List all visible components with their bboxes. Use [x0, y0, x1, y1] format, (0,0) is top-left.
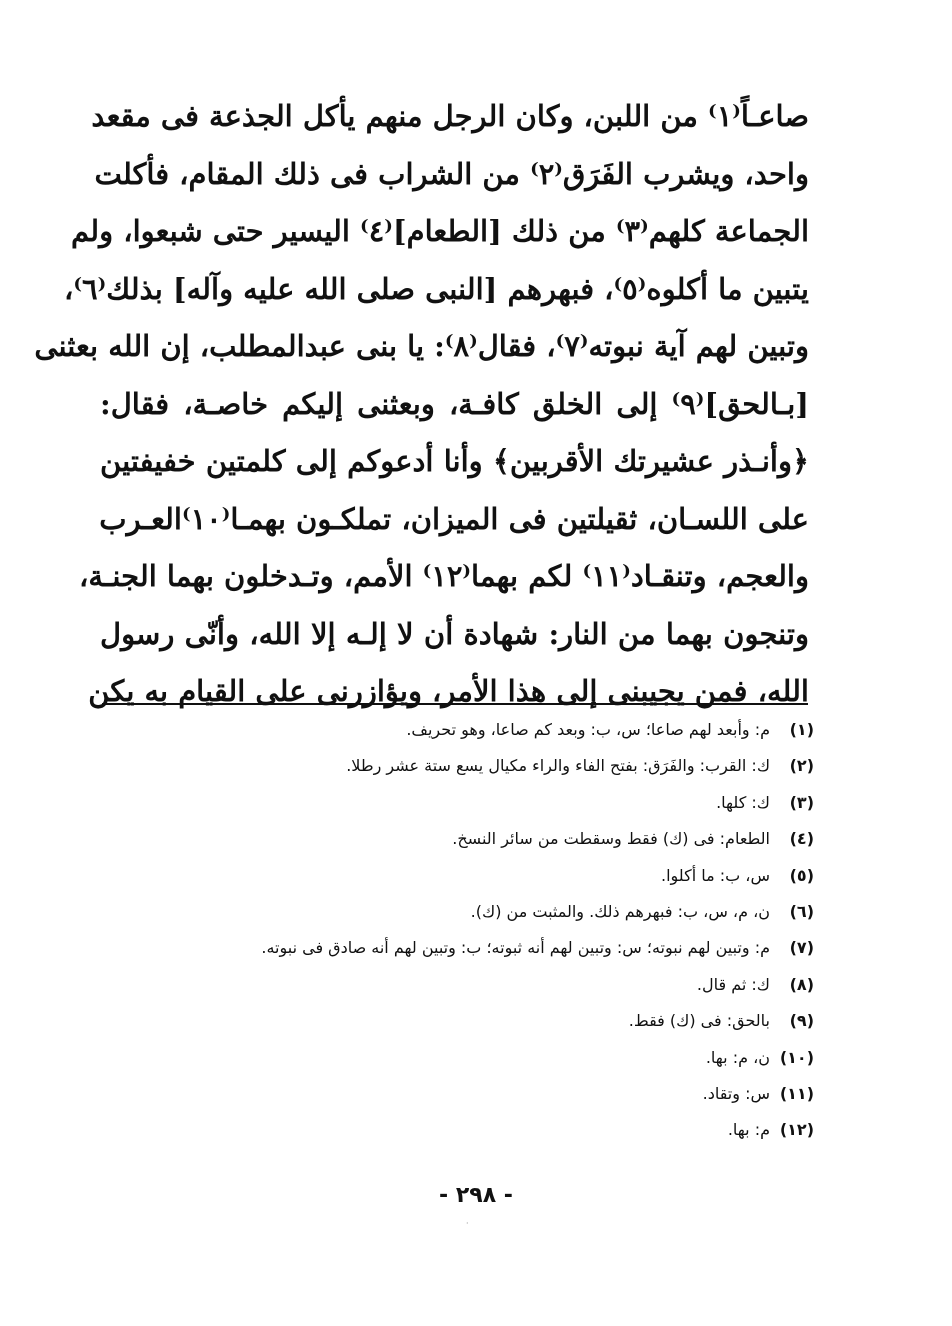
footnote-item — [120, 894, 814, 930]
footnote-number: (٢) — [789, 756, 814, 776]
body-line: ﴿وأنـذر عشيرتك الأقربين﴾ وأنا أدعوكم إلى كلمتين خفيفتين — [100, 444, 809, 478]
footnote-item — [120, 785, 814, 821]
footnote-text: بالحق: فى (ك) فقط. — [628, 1011, 770, 1031]
main-text-block — [34, 88, 809, 721]
footnote-number: (٩) — [789, 1011, 814, 1031]
footnote-number: (١١) — [779, 1083, 814, 1103]
footnote-text: ن، م، س، ب: فبهرهم ذلك. والمثبت من (ك). — [470, 901, 770, 921]
footnote-item — [120, 967, 814, 1003]
footnote-item — [120, 930, 814, 966]
body-line: والعجم، وتنقـاد⁽١١⁾ لكم بهما⁽١٢⁾ الأمم، وتـدخلون بهما الجنـة، — [79, 559, 809, 593]
footnote-item — [120, 1112, 814, 1148]
footnote-text: م: وتبين لهم نبوته؛ س: وتبين لهم أنه ثبوته؛ ب: وتبين لهم أنه صادق فى نبوته. — [261, 938, 770, 958]
body-line: واحد، ويشرب الفَرَق⁽٢⁾ من الشراب فى ذلك المقام، فأكلت — [94, 156, 809, 191]
footnote-text: س: وتقاد. — [702, 1083, 770, 1103]
footnote-text: ن، م: بها. — [705, 1047, 770, 1067]
footnote-number: (٦) — [789, 901, 814, 921]
footnote-item — [120, 821, 814, 857]
footnote-number: (٣) — [789, 792, 814, 812]
footnote-text: م: وأبعد لهم صاعا؛ س، ب: وبعد كم صاعا، وهو تحريف. — [406, 720, 770, 739]
body-line: وتنجون بهما من النار: شهادة أن لا إلـه إلا الله، وأنّى رسول — [100, 616, 809, 651]
footnote-number: (١٢) — [779, 1120, 814, 1140]
body-line: على اللسـان، ثقيلتين فى الميزان، تملكـون بهمـا⁽١٠⁾العـرب — [99, 501, 809, 536]
footnote-number: (١) — [789, 720, 814, 739]
footnote-item — [120, 858, 814, 894]
body-line: الجماعة كلهم⁽٣⁾ من ذلك [الطعام]⁽٤⁾ اليسير حتى شبعوا، ولم — [70, 214, 809, 248]
footnote-item — [120, 1003, 814, 1039]
footnote-number: (٤) — [789, 829, 814, 849]
footnote-number: (٧) — [789, 938, 814, 958]
footnotes-list — [120, 712, 814, 1149]
footnote-text: ك: ثم قال. — [696, 974, 770, 994]
footnote-text: ك: القرب: والفَرَق: بفتح الفاء والراء مكيال يسع ستة عشر رطلا. — [346, 756, 770, 776]
print-speck: · — [466, 1219, 469, 1228]
footnote-separator-rule — [102, 703, 808, 705]
footnote-text: م: بها. — [727, 1120, 770, 1140]
footnote-number: (٨) — [789, 974, 814, 994]
footnote-text: ك: كلها. — [716, 792, 770, 812]
footnote-number: (١٠) — [779, 1047, 814, 1067]
footnote-number: (٥) — [789, 865, 814, 885]
body-line: يتبين ما أكلوه⁽٥⁾، فبهرهم [النبى صلى الله عليه وآله] بذلك⁽٦⁾، — [64, 271, 809, 306]
footnote-text: الطعام: فى (ك) فقط وسقطت من سائر النسخ. — [452, 829, 770, 849]
body-line: صاعـاً⁽١⁾ من اللبن، وكان الرجل منهم يأكل الجذعة فى مقعد — [91, 99, 809, 133]
footnote-text: س، ب: ما أكلوا. — [660, 865, 770, 885]
page-number: - ٢٩٨ - — [439, 1183, 513, 1208]
footnote-item — [120, 1076, 814, 1112]
body-line: الله، فمن يجيبنى إلى هذا الأمر، ويؤازرنى على القيام به يكن — [88, 674, 809, 708]
body-line: [بـالحق]⁽٩⁾ إلى الخلق كافـة، وبعثنى إليكم خاصـة، فقال: — [100, 386, 809, 421]
footnote-item — [120, 712, 814, 748]
footnote-item — [120, 1040, 814, 1076]
body-line: وتبين لهم آية نبوته⁽٧⁾، فقال⁽٨⁾: يا بنى عبدالمطلب، إن الله بعثنى — [34, 329, 809, 363]
footnote-item — [120, 748, 814, 784]
